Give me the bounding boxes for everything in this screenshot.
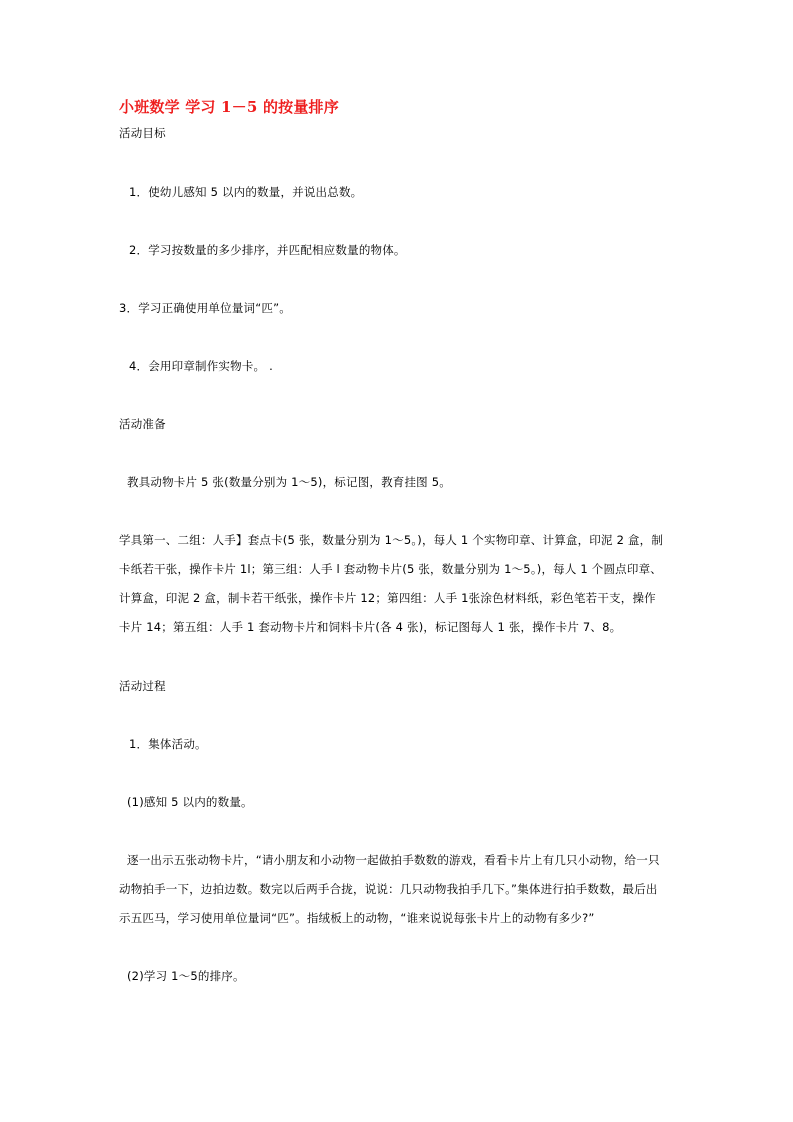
paragraph-line: 活动目标 bbox=[119, 126, 166, 140]
paragraph-line: 教具动物卡片 5 张(数量分别为 1～5)，标记图，教育挂图 5。 bbox=[127, 475, 451, 489]
paragraph-line: 示五匹马，学习使用单位量词“匹”。指绒板上的动物，“谁来说说每张卡片上的动物有多少?” bbox=[119, 911, 595, 925]
paragraph-line: 动物拍手一下，边拍边数。数完以后两手合拢，说说：几只动物我拍手几下。”集体进行拍手数数，最后出 bbox=[119, 882, 658, 896]
paragraph-line: 3．学习正确使用单位量词“匹”。 bbox=[119, 301, 291, 315]
paragraph-line: 4．会用印章制作实物卡。 . bbox=[129, 359, 273, 373]
paragraph-line: 1．使幼儿感知 5 以内的数量，并说出总数。 bbox=[129, 185, 363, 199]
paragraph-line: 2．学习按数量的多少排序，并匹配相应数量的物体。 bbox=[129, 243, 406, 257]
paragraph-line: 学具第一、二组：人手】套点卡(5 张，数量分别为 1～5。)，每人 1 个实物印章、计算盒，印泥 2 盒，制 bbox=[119, 533, 664, 547]
paragraph-line: 卡纸若干张，操作卡片 1l；第三组：人手 l 套动物卡片(5 张，数量分别为 1～5。)，每人 1 个圆点印章、 bbox=[119, 562, 662, 576]
paragraph-line: (1)感知 5 以内的数量。 bbox=[127, 795, 253, 809]
paragraph-line: 逐一出示五张动物卡片，“请小朋友和小动物一起做拍手数数的游戏，看看卡片上有几只小动物，给一只 bbox=[127, 853, 660, 867]
page-title: 小班数学 学习 1－5 的按量排序 bbox=[119, 98, 339, 116]
paragraph-line: 活动过程 bbox=[119, 679, 166, 693]
paragraph-line: 卡片 14；第五组：人手 1 套动物卡片和饲料卡片(各 4 张)，标记图每人 1 张，操作卡片 7、8。 bbox=[119, 620, 622, 634]
paragraph-line: 活动准备 bbox=[119, 417, 166, 431]
paragraph-line: 计算盒，印泥 2 盒，制卡若干纸张，操作卡片 12；第四组：人手 1张涂色材料纸，彩色笔若干支，操作 bbox=[119, 591, 656, 605]
paragraph-line: 1．集体活动。 bbox=[129, 737, 207, 751]
paragraph-line: (2)学习 1～5的排序。 bbox=[127, 969, 245, 983]
